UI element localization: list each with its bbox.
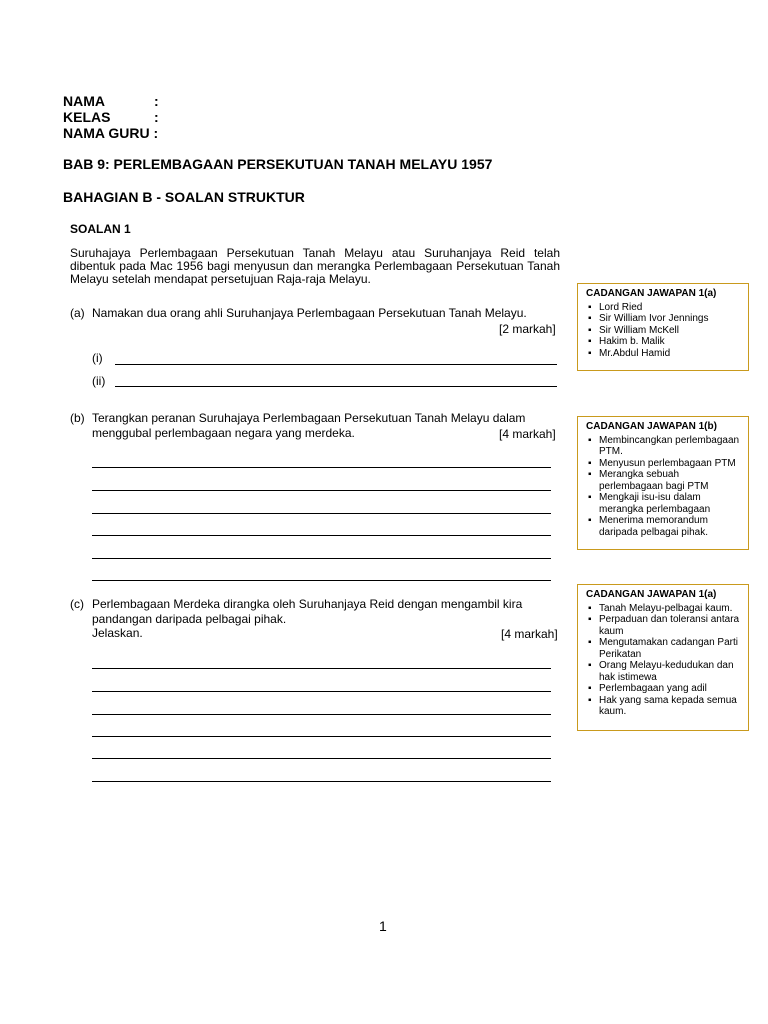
answer-box-c bbox=[577, 584, 749, 731]
list-item: ▪ Membincangkan perlembagaan PTM. bbox=[586, 435, 740, 458]
answer-line-c-5[interactable] bbox=[92, 758, 551, 759]
part-c-text-2: pandangan daripada pelbagai pihak. bbox=[92, 612, 287, 626]
list-item: ▪ Hak yang sama kepada semua kaum. bbox=[586, 695, 740, 718]
answer-line-c-6[interactable] bbox=[92, 781, 551, 782]
section-title: BAHAGIAN B - SOALAN STRUKTUR bbox=[63, 189, 305, 205]
question-intro: Suruhajaya Perlembagaan Persekutuan Tanah Melayu atau Suruhanjaya Reid telah dibentuk pada Mac 1956 bagi menyusun dan merangka Perlembagaan Persekutuan Tanah Melayu setelah mendapat persetujuan Raja-raja Melayu. bbox=[70, 246, 560, 286]
answer-line-b-5[interactable] bbox=[92, 558, 551, 559]
answer-line-b-2[interactable] bbox=[92, 490, 551, 491]
list-item: ▪ Menerima memorandum daripada pelbagai pihak. bbox=[586, 515, 740, 538]
answer-line-c-2[interactable] bbox=[92, 691, 551, 692]
chapter-title: BAB 9: PERLEMBAGAAN PERSEKUTUAN TANAH MELAYU 1957 bbox=[63, 156, 493, 172]
list-item: ▪ Mengkaji isu-isu dalam merangka perlembagaan bbox=[586, 492, 740, 515]
answer-line-b-3[interactable] bbox=[92, 513, 551, 514]
part-c-text-3: Jelaskan. bbox=[92, 626, 143, 640]
list-item: ▪ Perpaduan dan toleransi antara kaum bbox=[586, 614, 740, 637]
answer-box-a bbox=[577, 283, 749, 371]
answer-box-a-list bbox=[586, 302, 740, 360]
answer-box-b bbox=[577, 416, 749, 550]
part-b-label: (b) bbox=[70, 411, 85, 425]
list-item: ▪ Sir William McKell bbox=[586, 325, 740, 337]
kelas-label: KELAS bbox=[63, 109, 111, 125]
question-heading: SOALAN 1 bbox=[70, 222, 131, 236]
answer-line-c-3[interactable] bbox=[92, 714, 551, 715]
answer-box-b-title: CADANGAN JAWAPAN 1(b) bbox=[586, 421, 717, 432]
nama-colon: : bbox=[154, 93, 159, 109]
list-item: ▪ Menyusun perlembagaan PTM bbox=[586, 458, 740, 470]
part-c-marks: [4 markah] bbox=[501, 627, 558, 641]
answer-line-b-4[interactable] bbox=[92, 535, 551, 536]
part-b-text-1: Terangkan peranan Suruhajaya Perlembagaan Persekutuan Tanah Melayu dalam bbox=[92, 411, 526, 425]
nama-label: NAMA bbox=[63, 93, 105, 109]
kelas-colon: : bbox=[154, 109, 159, 125]
part-b-marks: [4 markah] bbox=[499, 427, 556, 441]
part-a-label: (a) bbox=[70, 306, 85, 320]
answer-line-c-1[interactable] bbox=[92, 668, 551, 669]
answer-line-b-6[interactable] bbox=[92, 580, 551, 581]
answer-line-c-4[interactable] bbox=[92, 736, 551, 737]
list-item: ▪ Sir William Ivor Jennings bbox=[586, 313, 740, 325]
part-a-sub-i: (i) bbox=[92, 351, 103, 365]
list-item: ▪ Lord Ried bbox=[586, 302, 740, 314]
part-a-marks: [2 markah] bbox=[499, 322, 556, 336]
part-a-text: Namakan dua orang ahli Suruhanjaya Perlembagaan Persekutuan Tanah Melayu. bbox=[92, 306, 527, 320]
answer-box-c-list bbox=[586, 603, 740, 718]
answer-line-b-1[interactable] bbox=[92, 467, 551, 468]
part-a-sub-ii: (ii) bbox=[92, 374, 106, 388]
page-number: 1 bbox=[379, 918, 387, 934]
nama-guru-label: NAMA GURU : bbox=[63, 125, 159, 141]
list-item: ▪ Mengutamakan cadangan Parti Perikatan bbox=[586, 637, 740, 660]
answer-box-c-title: CADANGAN JAWAPAN 1(a) bbox=[586, 589, 717, 600]
list-item: ▪ Orang Melayu-kedudukan dan hak istimewa bbox=[586, 660, 740, 683]
answer-line-a-ii[interactable] bbox=[115, 386, 557, 387]
answer-box-b-list bbox=[586, 435, 740, 539]
answer-line-a-i[interactable] bbox=[115, 364, 557, 365]
part-c-text-1: Perlembagaan Merdeka dirangka oleh Suruhanjaya Reid dengan mengambil kira bbox=[92, 597, 523, 611]
part-b-text-2: menggubal perlembagaan negara yang merdeka. bbox=[92, 426, 355, 440]
list-item: ▪ Mr.Abdul Hamid bbox=[586, 348, 740, 360]
list-item: ▪ Tanah Melayu-pelbagai kaum. bbox=[586, 603, 740, 615]
answer-box-a-title: CADANGAN JAWAPAN 1(a) bbox=[586, 288, 717, 299]
part-c-label: (c) bbox=[70, 597, 84, 611]
list-item: ▪ Merangka sebuah perlembagaan bagi PTM bbox=[586, 469, 740, 492]
list-item: ▪ Perlembagaan yang adil bbox=[586, 683, 740, 695]
list-item: ▪ Hakim b. Malik bbox=[586, 336, 740, 348]
